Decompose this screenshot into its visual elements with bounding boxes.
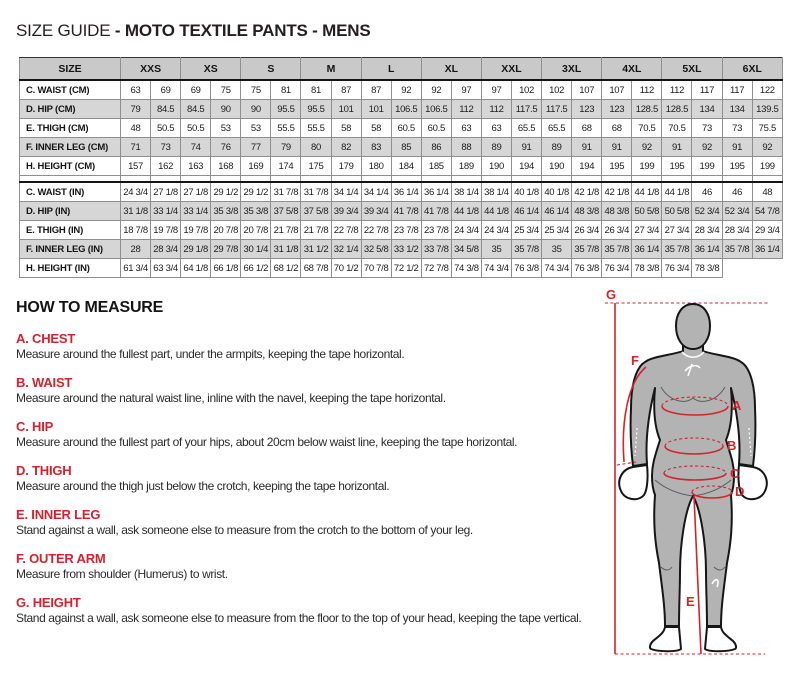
table-row [20,221,783,240]
value-cell: 91 [572,138,602,157]
value-cell: 73 [722,119,752,138]
value-cell: 74 3/4 [542,259,572,278]
value-cell: 84.5 [181,100,211,119]
row-label: D. HIP (IN) [20,202,121,221]
value-cell: 80 [301,138,331,157]
value-cell: 36 1/4 [391,182,421,202]
value-cell: 87 [331,80,361,100]
value-cell: 90 [211,100,241,119]
value-cell: 35 3/8 [241,202,271,221]
value-cell: 42 1/8 [572,182,602,202]
value-cell: 179 [331,157,361,176]
value-cell: 63 3/4 [151,259,181,278]
value-cell: 90 [241,100,271,119]
table-row [20,138,783,157]
value-cell: 112 [481,100,511,119]
value-cell: 89 [542,138,572,157]
measurement-figure-illustration [595,288,795,668]
value-cell: 42 1/8 [602,182,632,202]
measure-item-thigh [16,463,616,494]
value-cell: 81 [301,80,331,100]
value-cell: 33 7/8 [421,240,451,259]
value-cell: 112 [451,100,481,119]
value-cell: 83 [361,138,391,157]
size-header-xxs: XXS [121,58,181,81]
table-row [20,157,783,176]
value-cell: 50.5 [151,119,181,138]
value-cell: 36 1/4 [421,182,451,202]
value-cell: 139.5 [752,100,782,119]
value-cell: 25 3/4 [512,221,542,240]
value-cell: 22 7/8 [361,221,391,240]
value-cell: 79 [271,138,301,157]
value-cell: 92 [752,138,782,157]
measure-item-hip [16,419,616,450]
value-cell: 180 [361,157,391,176]
value-cell: 88 [451,138,481,157]
value-cell: 28 3/4 [151,240,181,259]
value-cell: 31 1/8 [271,240,301,259]
value-cell: 76 3/4 [602,259,632,278]
value-cell: 63 [451,119,481,138]
value-cell: 195 [602,157,632,176]
row-label: E. THIGH (IN) [20,221,121,240]
value-cell: 76 [211,138,241,157]
value-cell: 33 1/4 [151,202,181,221]
value-cell: 27 1/8 [151,182,181,202]
value-cell: 65.5 [512,119,542,138]
value-cell: 199 [692,157,722,176]
value-cell: 128.5 [662,100,692,119]
figure-label-outer-arm: F [631,353,639,368]
how-to-measure-heading: HOW TO MEASURE [16,299,164,316]
value-cell: 74 [181,138,211,157]
value-cell: 68 [572,119,602,138]
value-cell: 92 [632,138,662,157]
value-cell: 101 [331,100,361,119]
measure-item-outer-arm [16,551,616,582]
value-cell: 46 [692,182,722,202]
head [676,304,710,349]
value-cell: 85 [391,138,421,157]
value-cell: 72 7/8 [421,259,451,278]
page-title [16,21,370,41]
value-cell: 40 1/8 [512,182,542,202]
value-cell: 35 7/8 [602,240,632,259]
figure-label-hip: C [730,466,740,481]
figure-label-chest: A [732,398,742,413]
value-cell: 44 1/8 [662,182,692,202]
value-cell: 48 [121,119,151,138]
value-cell: 24 3/4 [121,182,151,202]
size-header-5xl: 5XL [662,58,722,81]
value-cell: 26 3/4 [602,221,632,240]
value-cell: 50 5/8 [662,202,692,221]
measure-item-desc: Measure around the fullest part, under the armpits, keeping the tape horizontal. [16,347,405,361]
value-cell: 123 [572,100,602,119]
value-cell: 35 3/8 [211,202,241,221]
value-cell: 66 1/8 [211,259,241,278]
table-header-row [20,58,783,81]
value-cell: 39 3/4 [361,202,391,221]
value-cell: 50 5/8 [632,202,662,221]
size-header-3xl: 3XL [542,58,602,81]
value-cell: 58 [361,119,391,138]
value-cell: 34 1/4 [331,182,361,202]
value-cell: 175 [301,157,331,176]
value-cell: 31 1/8 [121,202,151,221]
size-column-header: SIZE [20,58,121,81]
value-cell: 46 [722,182,752,202]
value-cell: 22 7/8 [331,221,361,240]
measure-item-label: E. INNER LEG [16,507,101,522]
value-cell: 194 [572,157,602,176]
value-cell: 44 1/8 [632,182,662,202]
value-cell: 29 3/4 [752,221,782,240]
row-label: H. HEIGHT (IN) [20,259,121,278]
measure-item-inner-leg [16,507,616,538]
table-row [20,80,783,100]
value-cell: 199 [752,157,782,176]
value-cell: 128.5 [632,100,662,119]
value-cell: 75 [211,80,241,100]
value-cell: 81 [271,80,301,100]
value-cell: 75 [241,80,271,100]
value-cell: 53 [241,119,271,138]
value-cell: 44 1/8 [481,202,511,221]
value-cell: 50.5 [181,119,211,138]
size-header-6xl: 6XL [722,58,782,81]
value-cell: 117 [692,80,722,100]
value-cell: 64 1/8 [181,259,211,278]
value-cell: 117 [722,80,752,100]
value-cell: 41 7/8 [391,202,421,221]
value-cell: 63 [481,119,511,138]
value-cell: 24 3/4 [451,221,481,240]
value-cell: 195 [662,157,692,176]
value-cell: 73 [692,119,722,138]
value-cell: 75.5 [752,119,782,138]
body-silhouette [631,340,756,626]
value-cell: 29 1/2 [211,182,241,202]
value-cell: 91 [662,138,692,157]
value-cell: 102 [512,80,542,100]
figure-label-waist: B [727,438,737,453]
measure-item-desc: Measure around the natural waist line, inline with the navel, keeping the tape horizontal. [16,391,446,405]
size-header-m: M [301,58,361,81]
size-header-xxl: XXL [481,58,541,81]
value-cell: 190 [542,157,572,176]
value-cell: 35 7/8 [722,240,752,259]
value-cell: 123 [602,100,632,119]
value-cell: 70 7/8 [361,259,391,278]
value-cell: 65.5 [542,119,572,138]
value-cell: 25 3/4 [542,221,572,240]
value-cell: 27 3/4 [632,221,662,240]
value-cell: 97 [451,80,481,100]
value-cell: 29 7/8 [211,240,241,259]
value-cell: 19 7/8 [181,221,211,240]
value-cell: 63 [121,80,151,100]
row-label: H. HEIGHT (CM) [20,157,121,176]
value-cell: 71 [121,138,151,157]
value-cell: 37 5/8 [271,202,301,221]
value-cell: 41 7/8 [421,202,451,221]
value-cell: 37 5/8 [301,202,331,221]
value-cell: 76 3/8 [572,259,602,278]
row-label: F. INNER LEG (CM) [20,138,121,157]
value-cell: 35 7/8 [662,240,692,259]
value-cell: 32 1/4 [331,240,361,259]
value-cell: 48 3/8 [572,202,602,221]
value-cell: 107 [572,80,602,100]
value-cell: 36 1/4 [632,240,662,259]
value-cell: 68 7/8 [301,259,331,278]
value-cell: 38 1/4 [451,182,481,202]
row-label: C. WAIST (CM) [20,80,121,100]
value-cell: 21 7/8 [271,221,301,240]
left-boot [650,627,681,651]
value-cell: 18 7/8 [121,221,151,240]
value-cell: 95.5 [301,100,331,119]
figure-label-thigh: D [735,484,745,499]
size-header-4xl: 4XL [602,58,662,81]
measure-item-label: B. WAIST [16,375,73,390]
value-cell: 84.5 [151,100,181,119]
figure-label-height: G [606,288,617,302]
value-cell: 66 1/2 [241,259,271,278]
size-header-xs: XS [181,58,241,81]
value-cell: 26 3/4 [572,221,602,240]
value-cell: 86 [421,138,451,157]
value-cell: 46 1/4 [512,202,542,221]
measure-item-desc: Stand against a wall, ask someone else to measure from the crotch to the bottom of your leg. [16,523,473,537]
value-cell: 117.5 [512,100,542,119]
value-cell: 39 3/4 [331,202,361,221]
value-cell: 91 [602,138,632,157]
value-cell: 27 1/8 [181,182,211,202]
value-cell: 74 3/4 [481,259,511,278]
value-cell: 31 7/8 [271,182,301,202]
table-row [20,240,783,259]
value-cell: 68 1/2 [271,259,301,278]
value-cell: 78 3/8 [632,259,662,278]
value-cell: 19 7/8 [151,221,181,240]
value-cell: 29 1/8 [181,240,211,259]
measure-item-label: A. CHEST [16,331,76,346]
value-cell: 168 [211,157,241,176]
value-cell: 52 3/4 [722,202,752,221]
value-cell: 20 7/8 [241,221,271,240]
value-cell: 68 [602,119,632,138]
value-cell: 70 1/2 [331,259,361,278]
value-cell: 185 [421,157,451,176]
value-cell: 162 [151,157,181,176]
value-cell: 61 3/4 [121,259,151,278]
value-cell: 54 7/8 [752,202,782,221]
value-cell: 55.5 [271,119,301,138]
value-cell: 70.5 [662,119,692,138]
value-cell: 78 3/8 [692,259,722,278]
value-cell: 38 1/4 [481,182,511,202]
value-cell: 195 [722,157,752,176]
value-cell: 46 1/4 [542,202,572,221]
value-cell: 102 [542,80,572,100]
value-cell: 40 1/8 [542,182,572,202]
left-glove [619,465,647,499]
value-cell: 30 1/4 [241,240,271,259]
value-cell: 174 [271,157,301,176]
value-cell: 112 [632,80,662,100]
value-cell: 28 3/4 [692,221,722,240]
value-cell: 29 1/2 [241,182,271,202]
value-cell: 28 [121,240,151,259]
value-cell: 69 [181,80,211,100]
size-table [19,57,783,278]
value-cell: 34 1/4 [361,182,391,202]
value-cell: 72 1/2 [391,259,421,278]
measure-item-desc: Measure around the fullest part of your hips, about 20cm below waist line, keeping the tape horizontal. [16,435,518,449]
value-cell: 194 [512,157,542,176]
table-row [20,100,783,119]
value-cell: 82 [331,138,361,157]
value-cell: 23 7/8 [391,221,421,240]
value-cell: 107 [602,80,632,100]
measure-item-chest [16,331,616,362]
value-cell: 31 1/2 [301,240,331,259]
value-cell: 92 [692,138,722,157]
measure-item-desc: Measure around the thigh just below the crotch, keeping the tape horizontal. [16,479,390,493]
value-cell: 189 [451,157,481,176]
row-label: E. THIGH (CM) [20,119,121,138]
value-cell: 33 1/4 [181,202,211,221]
value-cell: 33 1/2 [391,240,421,259]
how-to-measure-section [16,299,616,639]
right-boot [705,627,736,651]
value-cell: 23 7/8 [421,221,451,240]
value-cell: 69 [151,80,181,100]
value-cell: 44 1/8 [451,202,481,221]
value-cell: 106.5 [421,100,451,119]
value-cell: 199 [632,157,662,176]
value-cell: 87 [361,80,391,100]
value-cell: 134 [722,100,752,119]
value-cell: 91 [722,138,752,157]
value-cell: 35 7/8 [512,240,542,259]
value-cell: 190 [481,157,511,176]
value-cell: 184 [391,157,421,176]
value-cell: 89 [481,138,511,157]
value-cell: 97 [481,80,511,100]
value-cell: 48 3/8 [602,202,632,221]
value-cell: 48 [752,182,782,202]
value-cell: 34 5/8 [451,240,481,259]
value-cell: 92 [391,80,421,100]
value-cell: 74 3/8 [451,259,481,278]
table-row [20,202,783,221]
row-label: F. INNER LEG (IN) [20,240,121,259]
value-cell: 35 7/8 [572,240,602,259]
value-cell: 60.5 [391,119,421,138]
value-cell: 122 [752,80,782,100]
measure-item-desc: Stand against a wall, ask someone else to measure from the floor to the top of your head, keeping the tape vertical. [16,611,582,625]
value-cell: 60.5 [421,119,451,138]
value-cell: 35 [542,240,572,259]
value-cell: 73 [151,138,181,157]
measure-item-height [16,595,616,626]
value-cell: 77 [241,138,271,157]
measure-item-label: D. THIGH [16,463,72,478]
measure-item-label: C. HIP [16,419,54,434]
value-cell: 134 [692,100,722,119]
table-row [20,259,783,278]
value-cell: 163 [181,157,211,176]
measure-item-label: G. HEIGHT [16,595,81,610]
figure-label-inner-leg: E [686,594,695,609]
value-cell: 169 [241,157,271,176]
measure-item-label: F. OUTER ARM [16,551,106,566]
value-cell: 91 [512,138,542,157]
value-cell: 76 3/4 [662,259,692,278]
value-cell: 53 [211,119,241,138]
value-cell: 92 [421,80,451,100]
row-label: D. HIP (CM) [20,100,121,119]
value-cell: 58 [331,119,361,138]
value-cell: 27 3/4 [662,221,692,240]
value-cell: 117.5 [542,100,572,119]
value-cell: 32 5/8 [361,240,391,259]
value-cell: 20 7/8 [211,221,241,240]
value-cell: 112 [662,80,692,100]
value-cell: 106.5 [391,100,421,119]
value-cell: 55.5 [301,119,331,138]
measure-item-desc: Measure from shoulder (Humerus) to wrist. [16,567,228,581]
size-header-s: S [241,58,301,81]
value-cell: 36 1/4 [752,240,782,259]
value-cell: 35 [481,240,511,259]
value-cell: 24 3/4 [481,221,511,240]
value-cell: 28 3/4 [722,221,752,240]
value-cell: 31 7/8 [301,182,331,202]
size-header-l: L [361,58,421,81]
page-title-regular: SIZE GUIDE [16,21,111,40]
table-row [20,119,783,138]
row-label: C. WAIST (IN) [20,182,121,202]
value-cell: 70.5 [632,119,662,138]
value-cell: 52 3/4 [692,202,722,221]
page-title-bold: - MOTO TEXTILE PANTS - MENS [114,21,371,40]
value-cell: 157 [121,157,151,176]
size-header-xl: XL [421,58,481,81]
measure-item-waist [16,375,616,406]
value-cell: 101 [361,100,391,119]
value-cell: 36 1/4 [692,240,722,259]
value-cell: 21 7/8 [301,221,331,240]
table-row [20,182,783,202]
value-cell: 95.5 [271,100,301,119]
value-cell: 79 [121,100,151,119]
value-cell: 76 3/8 [512,259,542,278]
